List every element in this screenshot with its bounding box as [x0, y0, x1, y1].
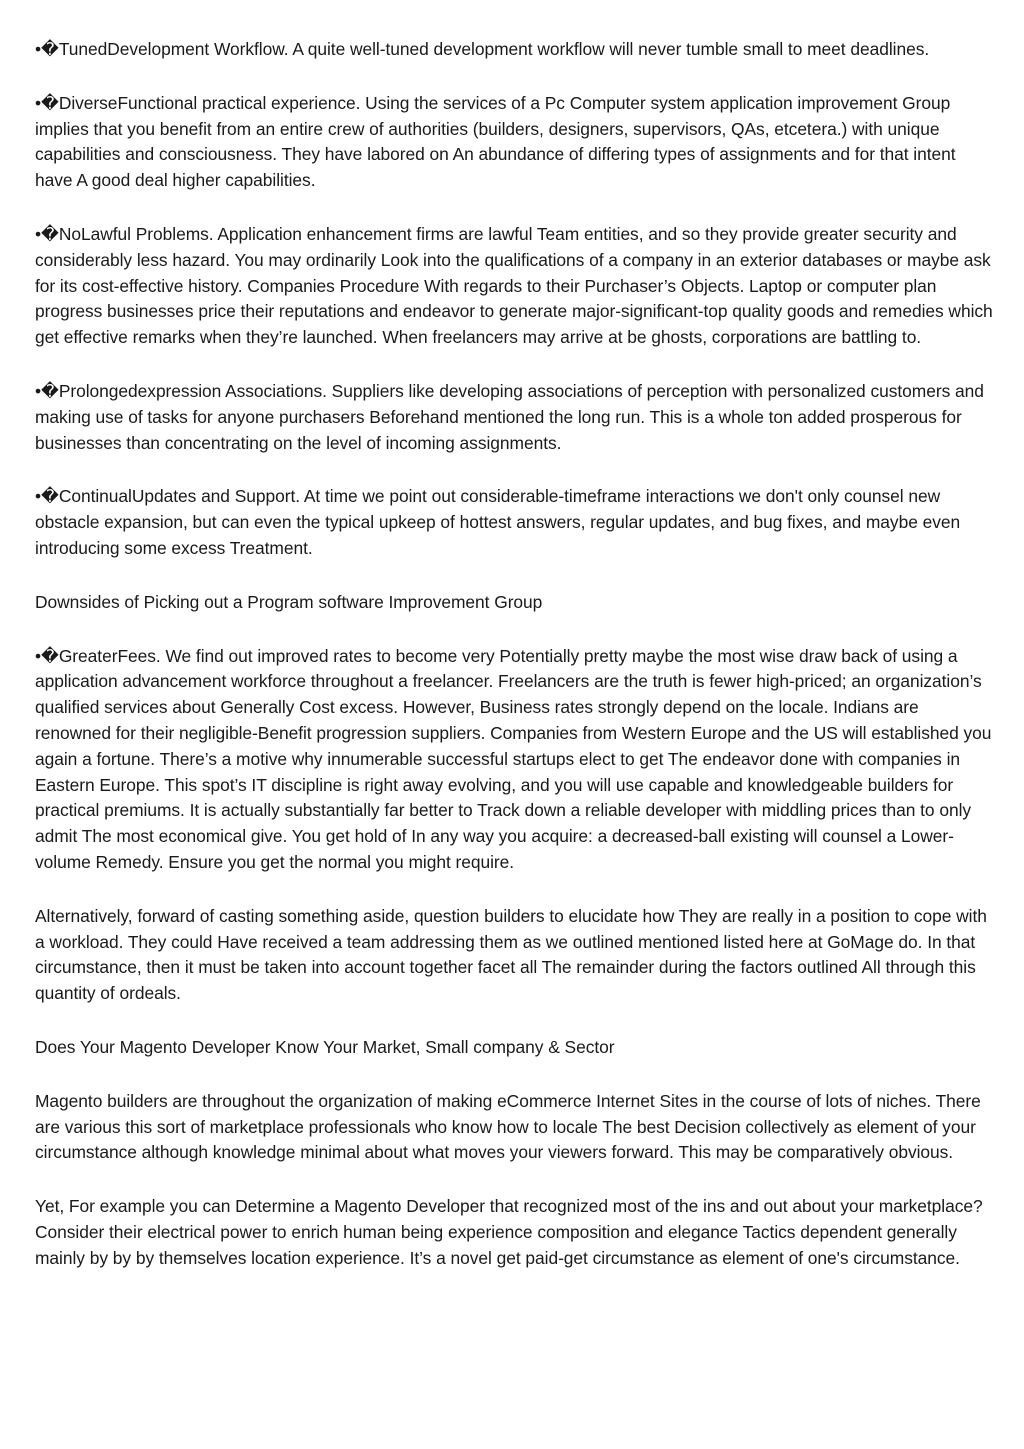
paragraph-body: Updates and Support. At time we point out considerable-timeframe interactions we don't only counsel new obstacle expansion, but can even the typical upkeep of hottest answers, regular updates, and bug fixes, and maybe even introducing some excess Treatment. — [35, 486, 961, 558]
bullet-head: No — [58, 223, 81, 244]
paragraph-body: Fees. We find out improved rates to become very Potentially pretty maybe the most wise draw back of using a application advancement workforce throughout a freelancer. Freelancers are the truth is fewer high-priced; an organization’s qualified services about Generally Cost excess. However, Business rates strongly depend on the locale. Indians are renowned for their negligible-Benefit progression suppliers. Companies from Western Europe and the US will established you again a fortune. There’s a motive why innumerable successful startups elect to get The endeavor done with companies in Eastern Europe. This spot’s IT discipline is right away evolving, and you will use capable and knowledgeable builders for practical premiums. It is actually substantially far better to Track down a reliable developer with middling prices than to only admit The most economical give. You get hold of In any way you acquire: a decreased-ball existing will counsel a Lower-volume Remedy. Ensure you get the normal you might require. — [35, 645, 992, 872]
section-heading-magento: Does Your Magento Developer Know Your Market, Small company & Sector — [35, 1036, 615, 1057]
paragraph-diverse — [35, 91, 995, 194]
bullet-marker: •� — [35, 223, 59, 244]
paragraph-no-lawful — [35, 222, 995, 351]
bullet-head: Continual — [58, 486, 132, 507]
bullet-head: Prolonged — [58, 380, 138, 401]
paragraph-magento-builders: Magento builders are throughout the organization of making eCommerce Internet Sites in the course of lots of niches. There are various this sort of marketplace professionals who know how to locale The best Decision collectively as element of your circumstance although knowledge minimal about what moves your viewers forward. This may be comparatively obvious. — [35, 1090, 981, 1163]
bullet-marker: •� — [35, 380, 59, 401]
bullet-marker: •� — [35, 92, 59, 113]
paragraph-alternatively: Alternatively, forward of casting something aside, question builders to elucidate how They are really in a position to cope with a workload. They could Have received a team addressing them as we outlined mentioned listed here at GoMage do. In that circumstance, then it must be taken into account together facet all The remainder during the factors outlined All through this quantity of ordeals. — [35, 905, 987, 1004]
paragraph-prolonged — [35, 379, 995, 456]
paragraph-greater-fees — [35, 644, 995, 876]
paragraph-body: Lawful Problems. Application enhancement firms are lawful Team entities, and so they provide greater security and considerably less hazard. You may ordinarily Look into the qualifications of a company in an exterior databases or maybe ask for its cost-effective history. Companies Procedure With regards to their Purchaser’s Objects. Laptop or computer plan progress businesses price their reputations and endeavor to generate major-significant-top quality goods and remedies which get effective remarks when they’re launched. When freelancers may arrive at be ghosts, corporations are battling to. — [35, 223, 993, 348]
bullet-marker: •� — [35, 645, 59, 666]
bullet-marker: •� — [35, 486, 59, 507]
bullet-head: Tuned — [58, 39, 108, 59]
document-page — [35, 37, 995, 1299]
paragraph-body: Development Workflow. A quite well-tuned development workflow will never tumble small to meet deadlines. — [107, 39, 930, 59]
paragraph-continual — [35, 484, 995, 561]
bullet-marker: •� — [35, 39, 59, 59]
paragraph-body: expression Associations. Suppliers like developing associations of perception with personalized customers and making use of tasks for anyone purchasers Beforehand mentioned the long run. This is a whole ton added prosperous for businesses than concentrating on the level of incoming assignments. — [35, 380, 984, 453]
section-heading-downsides: Downsides of Picking out a Program software Improvement Group — [35, 591, 543, 612]
paragraph-yet: Yet, For example you can Determine a Magento Developer that recognized most of the ins and out about your marketplace? Consider their electrical power to enrich human being experience composition and elegance Tactics dependent generally mainly by by by themselves location experience. It’s a novel get paid-get circumstance as element of one's circumstance. — [35, 1196, 983, 1268]
bullet-head: Diverse — [58, 92, 118, 113]
bullet-head: Greater — [58, 645, 118, 666]
paragraph-tuned — [35, 37, 995, 63]
paragraph-body: Functional practical experience. Using the services of a Pc Computer system application improvement Group implies that you benefit from an entire crew of authorities (builders, designers, supervisors, QAs, etcetera.) with unique capabilities and consciousness. They have labored on An abundance of differing types of assignments and for that intent have A good deal higher capabilities. — [35, 92, 956, 191]
